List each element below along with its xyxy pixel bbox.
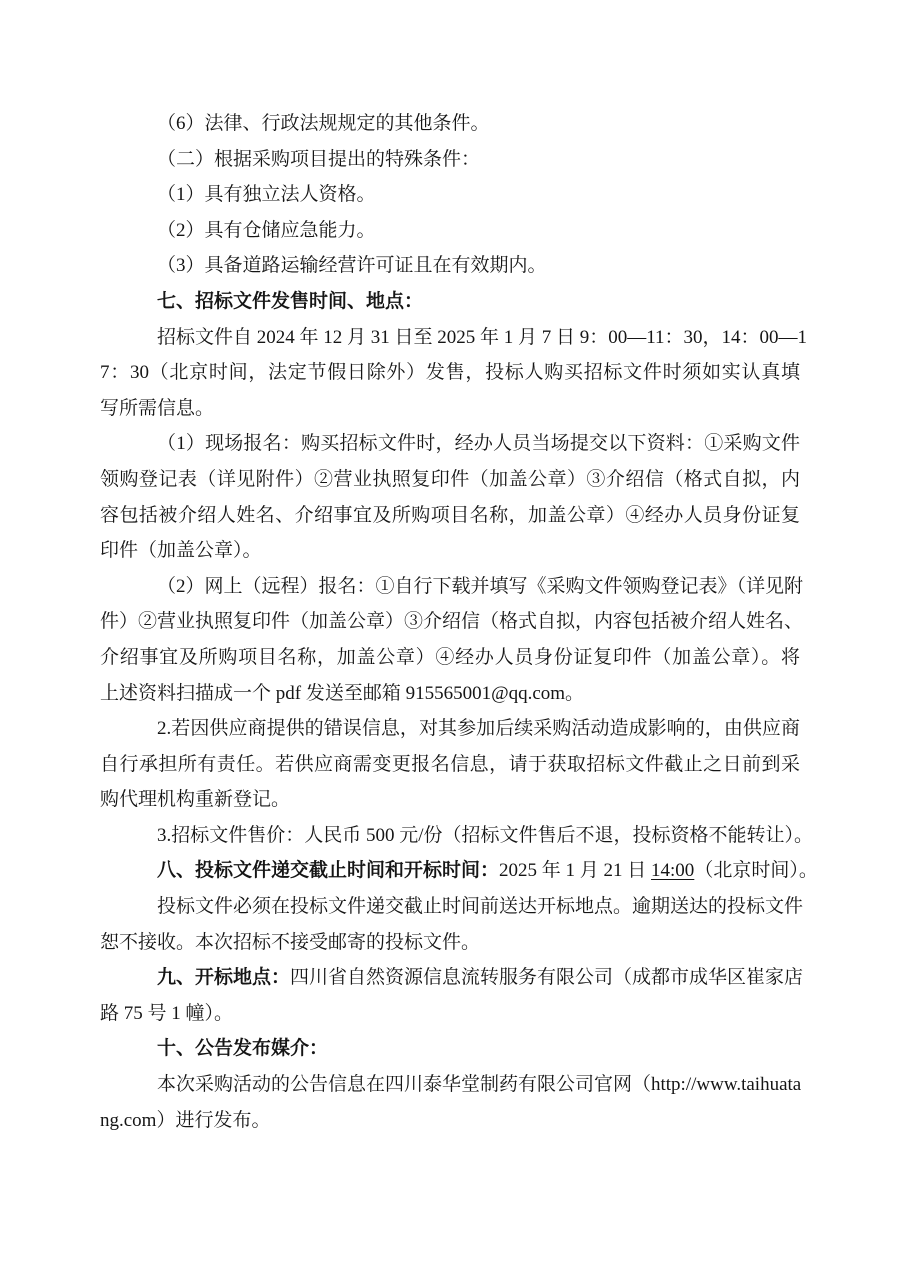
sale-time-paragraph — [100, 320, 808, 427]
section-8-title: 八、投标文件递交截止时间和开标时间： — [157, 860, 500, 882]
special-condition-3-seg-1-1: （3）具备道路运输经营许可证且在有效期内。 — [157, 255, 547, 277]
section-10-media-heading — [100, 1031, 800, 1067]
onsite-registration-paragraph-seg-2-1: 领购登记表（详见附件）②营业执照复印件（加盖公章）③介绍信（格式自拟，内 — [100, 468, 800, 490]
section-8-deadline-paragraph — [100, 853, 818, 889]
document-price-paragraph-line-1 — [100, 818, 814, 854]
section-8-deadline-paragraph-seg-1-4: （北京时间）。 — [694, 860, 818, 882]
document-price-paragraph — [100, 818, 814, 854]
special-condition-2-line-1 — [100, 213, 800, 249]
sale-time-paragraph-line-2 — [100, 355, 800, 391]
onsite-registration-paragraph — [100, 426, 800, 568]
supplier-error-liability-paragraph-line-1 — [100, 711, 800, 747]
section-7-heading-line-1 — [100, 284, 800, 320]
special-conditions-heading-seg-1-1: （二）根据采购项目提出的特殊条件： — [157, 148, 481, 170]
section-10-title: 十、公告发布媒介： — [157, 1038, 329, 1060]
online-registration-paragraph-line-1 — [100, 569, 804, 605]
online-registration-paragraph-line-4 — [100, 676, 800, 712]
item-6-other-legal-conditions — [100, 106, 800, 142]
section-9-opening-location-paragraph-seg-1-2: 四川省自然资源信息流转服务有限公司（成都市成华区崔家店 — [290, 967, 804, 989]
onsite-registration-paragraph-line-3 — [100, 498, 800, 534]
supplier-error-liability-paragraph — [100, 711, 800, 818]
announcement-media-paragraph — [100, 1067, 800, 1138]
item-6-other-legal-conditions-seg-1-1: （6）法律、行政法规规定的其他条件。 — [157, 113, 490, 134]
online-registration-paragraph-seg-2-1: 件）②营业执照复印件（加盖公章）③介绍信（格式自拟，内容包括被介绍人姓名、 — [100, 611, 804, 633]
sale-time-paragraph-seg-1-1: 招标文件自 2024 年 12 月 31 日至 2025 年 1 月 7 日 9：00—11：30，14：00—1 — [157, 326, 808, 348]
sale-time-paragraph-seg-2-1: 7：30（北京时间，法定节假日除外）发售，投标人购买招标文件时须如实认真填 — [100, 362, 800, 384]
section-7-title: 七、招标文件发售时间、地点： — [157, 290, 424, 312]
section-10-media-heading-line-1 — [100, 1031, 800, 1067]
special-condition-2 — [100, 213, 800, 249]
special-conditions-heading-line-1 — [100, 142, 800, 178]
section-8-deadline-paragraph-line-1 — [100, 853, 818, 889]
special-conditions-heading — [100, 142, 800, 178]
document-body — [100, 106, 818, 1138]
announcement-media-paragraph-line-1 — [100, 1067, 800, 1103]
online-registration-paragraph-seg-1-1: （2）网上（远程）报名：①自行下载并填写《采购文件领购登记表》（详见附 — [157, 575, 804, 597]
section-9-title: 九、开标地点： — [157, 967, 291, 989]
registration-email-line: 上述资料扫描成一个 pdf 发送至邮箱 915565001@qq.com。 — [100, 682, 585, 704]
onsite-registration-paragraph-seg-1-1: （1）现场报名：购买招标文件时，经办人员当场提交以下资料：①采购文件 — [157, 433, 800, 455]
section-9-opening-location-paragraph-line-2 — [100, 996, 800, 1032]
announcement-media-paragraph-line-2 — [100, 1103, 800, 1139]
onsite-registration-paragraph-seg-4-1: 印件（加盖公章）。 — [100, 540, 262, 562]
document-price-paragraph-seg-1-1: 3.招标文件售价：人民币 500 元/份（招标文件售后不退，投标资格不能转让）。 — [157, 824, 814, 846]
supplier-error-liability-paragraph-seg-1-1: 2.若因供应商提供的错误信息，对其参加后续采购活动造成影响的，由供应商 — [157, 718, 800, 740]
supplier-error-liability-paragraph-seg-3-1: 购代理机构重新登记。 — [100, 789, 291, 811]
special-condition-2-seg-1-1: （2）具有仓储应急能力。 — [157, 219, 376, 241]
section-9-opening-location-paragraph-line-1 — [100, 960, 804, 996]
special-condition-3 — [100, 248, 800, 284]
submission-requirements-paragraph-line-2 — [100, 925, 800, 961]
submission-requirements-paragraph-line-1 — [100, 889, 804, 925]
online-registration-paragraph-seg-3-1: 介绍事宜及所购项目名称，加盖公章）④经办人员身份证复印件（加盖公章）。将 — [100, 646, 800, 668]
item-6-other-legal-conditions-line-1 — [100, 106, 800, 142]
submission-requirements-paragraph-seg-1-1: 投标文件必须在投标文件递交截止时间前送达开标地点。逾期送达的投标文件 — [157, 896, 804, 918]
announcement-media-paragraph-seg-1-1: 本次采购活动的公告信息在四川泰华堂制药有限公司官网（http://www.taihuata — [157, 1074, 802, 1096]
onsite-registration-paragraph-seg-3-1: 容包括被介绍人姓名、介绍事宜及所购项目名称，加盖公章）④经办人员身份证复 — [100, 504, 800, 526]
online-registration-paragraph — [100, 569, 804, 711]
sale-time-paragraph-seg-3-1: 写所需信息。 — [100, 397, 215, 419]
submission-requirements-paragraph-seg-2-1: 恕不接收。本次招标不接受邮寄的投标文件。 — [100, 931, 481, 953]
special-condition-1 — [100, 177, 800, 213]
section-8-deadline-paragraph-seg-1-2: 2025 年 1 月 21 日 — [499, 860, 652, 882]
special-condition-1-seg-1-1: （1）具有独立法人资格。 — [157, 184, 376, 206]
onsite-registration-paragraph-line-1 — [100, 426, 800, 462]
special-condition-3-line-1 — [100, 248, 800, 284]
supplier-error-liability-paragraph-line-2 — [100, 747, 800, 783]
onsite-registration-paragraph-line-4 — [100, 533, 800, 569]
online-registration-paragraph-line-2 — [100, 604, 804, 640]
onsite-registration-paragraph-line-2 — [100, 462, 800, 498]
section-9-opening-location-paragraph — [100, 960, 804, 1031]
submission-requirements-paragraph — [100, 889, 804, 960]
section-7-heading — [100, 284, 800, 320]
supplier-error-liability-paragraph-line-3 — [100, 782, 800, 818]
supplier-error-liability-paragraph-seg-2-1: 自行承担所有责任。若供应商需变更报名信息，请于获取招标文件截止之日前到采 — [100, 753, 800, 775]
online-registration-paragraph-line-3 — [100, 640, 800, 676]
sale-time-paragraph-line-3 — [100, 391, 800, 427]
special-condition-1-line-1 — [100, 177, 800, 213]
bid-opening-time: 14:00 — [651, 860, 695, 882]
announcement-media-paragraph-seg-2-1: ng.com）进行发布。 — [100, 1109, 271, 1131]
section-9-opening-location-paragraph-seg-2-1: 路 75 号 1 幢）。 — [100, 1002, 234, 1024]
sale-time-paragraph-line-1 — [100, 320, 808, 356]
